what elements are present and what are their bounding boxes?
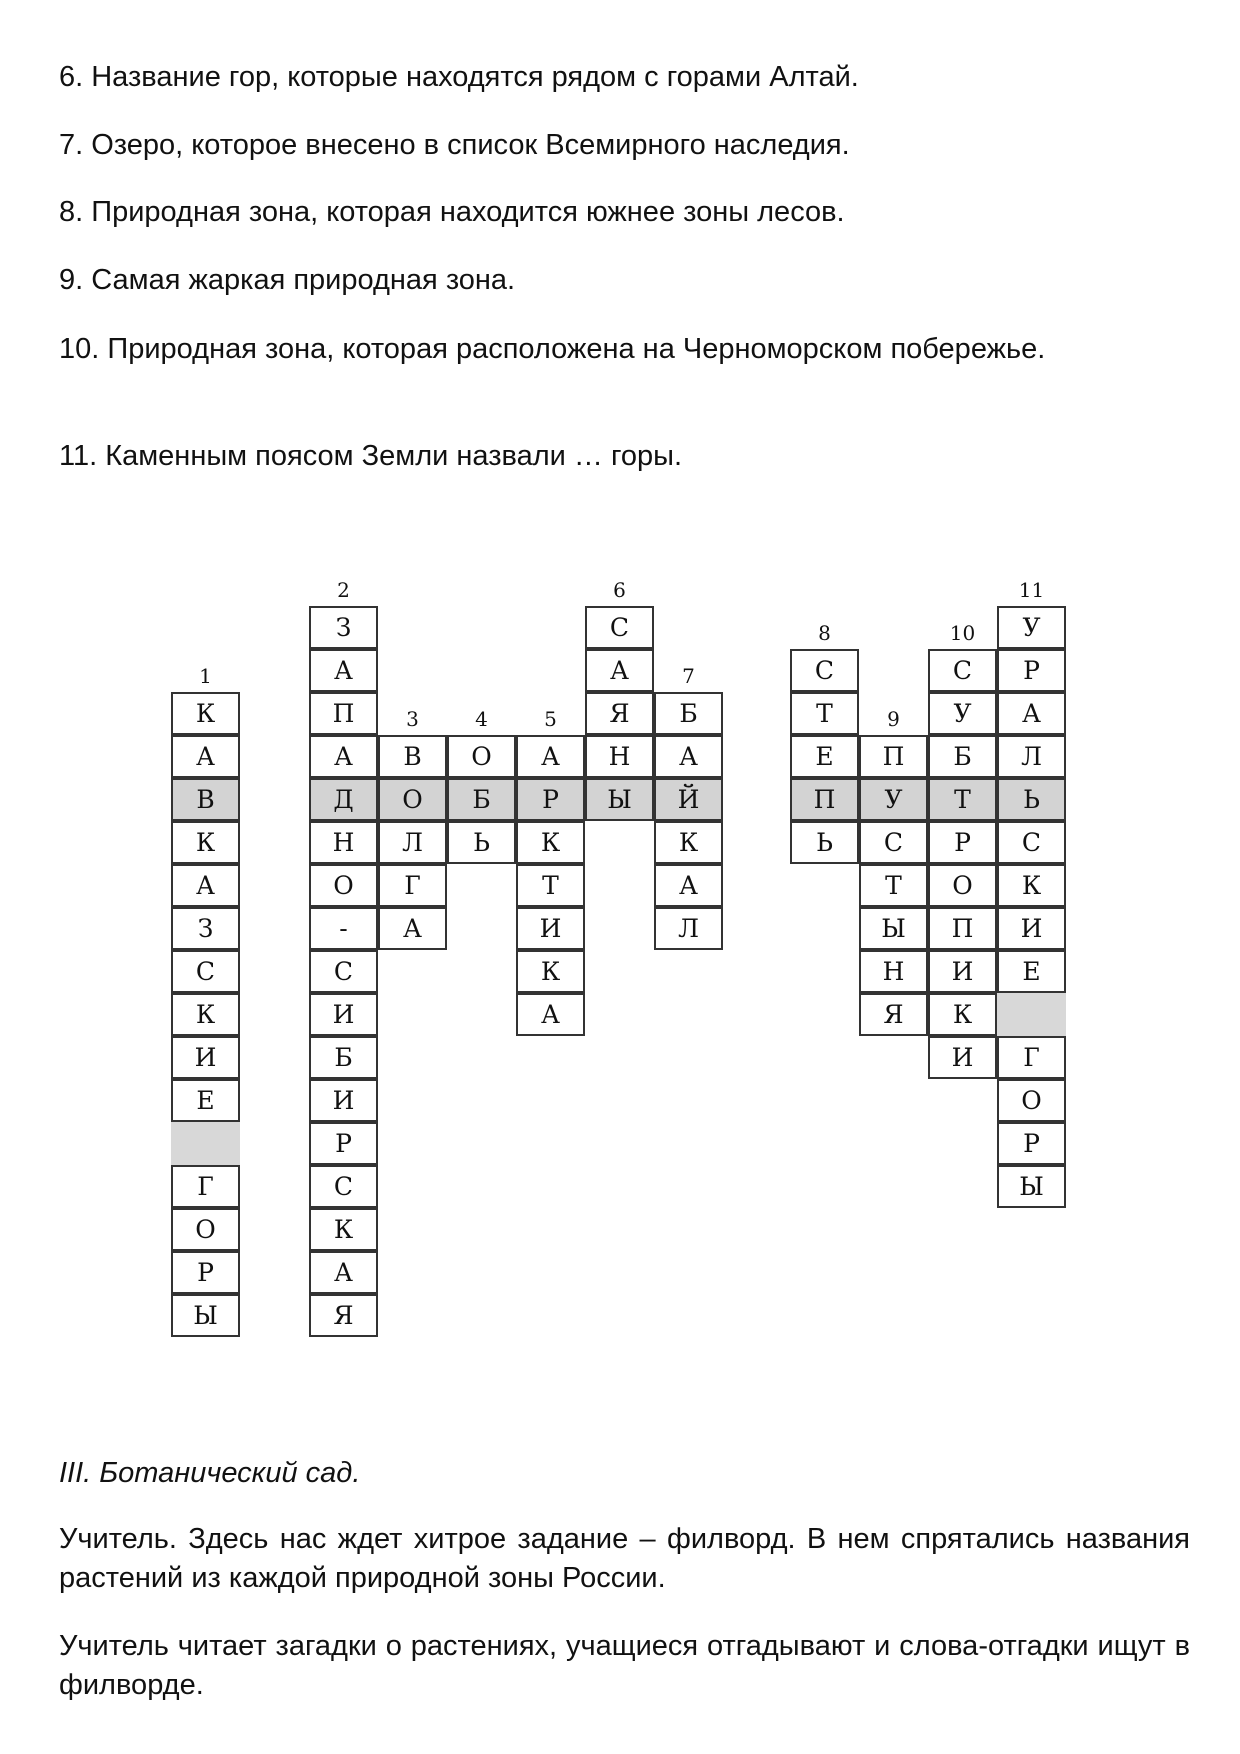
crossword-cell: О (447, 735, 516, 778)
crossword-cell: Ь (997, 778, 1066, 821)
crossword-cell: Г (997, 1036, 1066, 1079)
crossword-cell: Л (654, 907, 723, 950)
question-11: 11. Каменным поясом Земли назвали … горы. (59, 440, 683, 472)
clue-number-3: 3 (406, 707, 419, 731)
crossword-cell: К (997, 864, 1066, 907)
crossword-cell: А (997, 692, 1066, 735)
paragraph-teacher-1: Учитель. Здесь нас ждет хитрое задание – филворд. В нем спрятались названия растений из каждой природной зоны России. (59, 1523, 1190, 1594)
crossword-cell: Я (859, 993, 928, 1036)
crossword-cell: Н (859, 950, 928, 993)
crossword-cell: Ь (447, 821, 516, 864)
crossword-cell: Г (378, 864, 447, 907)
crossword-cell: С (585, 606, 654, 649)
crossword-cell: Я (585, 692, 654, 735)
crossword-cell: А (309, 1251, 378, 1294)
crossword-cell: Б (309, 1036, 378, 1079)
crossword-cell: У (997, 606, 1066, 649)
crossword-cell: В (378, 735, 447, 778)
crossword-cell: Я (309, 1294, 378, 1337)
crossword-cell: Т (790, 692, 859, 735)
clue-number-10: 10 (949, 621, 976, 645)
crossword-cell: О (171, 1208, 240, 1251)
clue-number-4: 4 (475, 707, 488, 731)
clue-number-8: 8 (818, 621, 831, 645)
crossword-cell: Т (859, 864, 928, 907)
crossword-cell: Р (171, 1251, 240, 1294)
crossword-cell: А (516, 735, 585, 778)
question-7: 7. Озеро, которое внесено в список Всемирного наследия. (59, 129, 850, 161)
crossword-cell: Л (997, 735, 1066, 778)
crossword-cell: С (928, 649, 997, 692)
crossword-cell: И (928, 950, 997, 993)
crossword-cell: Р (309, 1122, 378, 1165)
crossword-cell: Р (997, 1122, 1066, 1165)
clue-number-5: 5 (544, 707, 557, 731)
crossword-cell: С (309, 1165, 378, 1208)
question-8: 8. Природная зона, которая находится южнее зоны лесов. (59, 196, 845, 228)
crossword-cell: О (928, 864, 997, 907)
crossword-cell: Ы (859, 907, 928, 950)
crossword-cell: Б (447, 778, 516, 821)
crossword-cell: П (309, 692, 378, 735)
crossword-cell: З (171, 907, 240, 950)
crossword-cell (171, 1122, 240, 1165)
crossword-cell: А (309, 735, 378, 778)
crossword-cell: П (859, 735, 928, 778)
crossword-cell: Р (516, 778, 585, 821)
crossword-cell: Т (928, 778, 997, 821)
crossword-cell: Л (378, 821, 447, 864)
crossword-cell: Ы (585, 778, 654, 821)
crossword-cell: А (654, 864, 723, 907)
crossword-cell: А (585, 649, 654, 692)
crossword-cell: Е (171, 1079, 240, 1122)
crossword-cell: Ы (171, 1294, 240, 1337)
crossword-cell: И (928, 1036, 997, 1079)
crossword-cell: К (928, 993, 997, 1036)
crossword-cell: З (309, 606, 378, 649)
crossword-cell: Р (997, 649, 1066, 692)
question-6: 6. Название гор, которые находятся рядом с горами Алтай. (59, 61, 859, 93)
crossword-cell: Ы (997, 1165, 1066, 1208)
crossword-cell: Т (516, 864, 585, 907)
crossword-cell: С (859, 821, 928, 864)
crossword-cell: А (309, 649, 378, 692)
crossword-cell: Р (928, 821, 997, 864)
crossword-cell: П (928, 907, 997, 950)
crossword-cell: Ь (790, 821, 859, 864)
crossword-cell: И (309, 993, 378, 1036)
crossword-cell: С (997, 821, 1066, 864)
paragraph-teacher-2: Учитель читает загадки о растениях, учащиеся отгадывают и слова-отгадки ищут в филворде. (59, 1630, 1190, 1701)
crossword-cell: У (859, 778, 928, 821)
crossword-cell: А (171, 735, 240, 778)
crossword-cell: К (171, 821, 240, 864)
crossword-cell: С (171, 950, 240, 993)
crossword-cell: К (171, 692, 240, 735)
crossword-cell: Е (790, 735, 859, 778)
crossword-cell: К (171, 993, 240, 1036)
crossword-cell: С (790, 649, 859, 692)
crossword-cell: К (309, 1208, 378, 1251)
crossword-cell: - (309, 907, 378, 950)
crossword-cell: О (309, 864, 378, 907)
clue-number-11: 11 (1018, 578, 1045, 602)
section-title: III. Ботанический сад. (59, 1457, 361, 1489)
crossword-cell: Б (654, 692, 723, 735)
crossword-cell: К (654, 821, 723, 864)
crossword-cell: Г (171, 1165, 240, 1208)
crossword-cell: А (378, 907, 447, 950)
crossword-cell: И (171, 1036, 240, 1079)
crossword-cell: И (309, 1079, 378, 1122)
crossword-cell: К (516, 950, 585, 993)
crossword-cell: Д (309, 778, 378, 821)
crossword-cell: В (171, 778, 240, 821)
question-10: 10. Природная зона, которая расположена на Черноморском побережье. (59, 333, 1046, 365)
crossword-cell (997, 993, 1066, 1036)
clue-number-9: 9 (887, 707, 900, 731)
crossword-cell: Н (585, 735, 654, 778)
clue-number-6: 6 (613, 578, 626, 602)
clue-number-1: 1 (199, 664, 212, 688)
crossword-cell: А (654, 735, 723, 778)
crossword-cell: Н (309, 821, 378, 864)
crossword-cell: О (378, 778, 447, 821)
clue-number-2: 2 (337, 578, 350, 602)
question-9: 9. Самая жаркая природная зона. (59, 264, 516, 296)
crossword-cell: К (516, 821, 585, 864)
crossword-cell: И (997, 907, 1066, 950)
crossword-cell: А (171, 864, 240, 907)
crossword-cell: С (309, 950, 378, 993)
clue-number-7: 7 (682, 664, 695, 688)
crossword-cell: О (997, 1079, 1066, 1122)
crossword-cell: А (516, 993, 585, 1036)
crossword-cell: У (928, 692, 997, 735)
crossword-cell: П (790, 778, 859, 821)
crossword-cell: Е (997, 950, 1066, 993)
crossword-cell: Й (654, 778, 723, 821)
crossword-cell: Б (928, 735, 997, 778)
crossword-cell: И (516, 907, 585, 950)
